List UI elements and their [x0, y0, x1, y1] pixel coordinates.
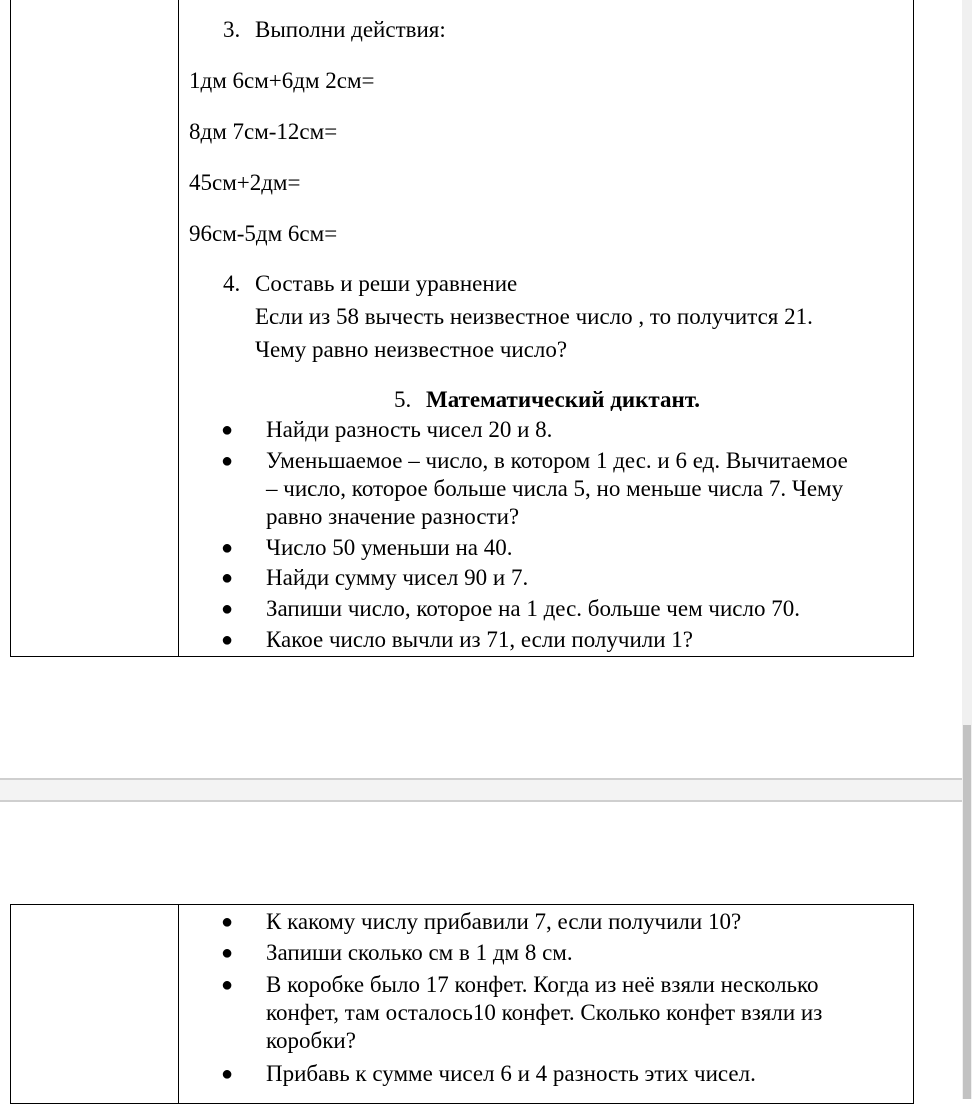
bullet-icon: ●: [221, 598, 234, 620]
lesson-table: [10, 0, 914, 657]
page-break: [0, 778, 962, 802]
bullet-icon: ●: [221, 567, 234, 589]
bullet-icon: ●: [221, 911, 234, 933]
task-4-number: 4.: [223, 271, 241, 296]
list-item-text: – число, которое больше числа 5, но меньше числа 7. Чему: [266, 476, 844, 501]
scrollbar-thumb[interactable]: [963, 725, 971, 1099]
expression-2: 8дм 7см-12см=: [189, 119, 338, 144]
task-4-title: Составь и реши уравнение: [255, 271, 518, 296]
expression-3: 45см+2дм=: [189, 170, 301, 195]
list-item-text: Найди разность чисел 20 и 8.: [266, 417, 553, 442]
task-4-text-line: Если из 58 вычесть неизвестное число , то получится 21.: [255, 304, 813, 329]
list-item-text: конфет, там осталось10 конфет. Сколько конфет взяли из: [266, 1000, 823, 1025]
task-5-number: 5.: [394, 387, 412, 412]
list-item-text: Уменьшаемое – число, в котором 1 дес. и 6 ед. Вычитаемое: [266, 448, 848, 473]
list-item-text: Запиши число, которое на 1 дес. больше чем число 70.: [266, 596, 800, 621]
list-item-text: коробки?: [266, 1028, 356, 1053]
table-right-cell: [179, 0, 913, 656]
list-item-text: Какое число вычли из 71, если получили 1?: [266, 627, 693, 652]
vertical-scrollbar[interactable]: [962, 0, 972, 1099]
expression-4: 96см-5дм 6см=: [189, 221, 338, 246]
bullet-icon: ●: [221, 450, 234, 472]
list-item-text: В коробке было 17 конфет. Когда из неё взяли несколько: [266, 972, 819, 997]
bullet-icon: ●: [221, 1063, 234, 1085]
list-item-text: Запиши сколько см в 1 дм 8 см.: [266, 940, 573, 965]
bullet-icon: ●: [221, 974, 234, 996]
task-3-number: 3.: [223, 17, 241, 42]
task-5-title: Математический диктант.: [426, 387, 701, 412]
list-item-text: Число 50 уменьши на 40.: [266, 535, 513, 560]
expression-1: 1дм 6см+6дм 2см=: [189, 68, 375, 93]
bullet-icon: ●: [221, 537, 234, 559]
table-left-cell: [11, 0, 179, 656]
list-item-text: равно значение разности?: [266, 504, 520, 529]
bullet-icon: ●: [221, 419, 234, 441]
list-item-text: Найди сумму чисел 90 и 7.: [266, 565, 529, 590]
list-item-text: К какому числу прибавили 7, если получили 10?: [266, 909, 742, 934]
document-page-2: [0, 802, 960, 1099]
table-right-cell: [179, 905, 913, 1103]
bullet-icon: ●: [221, 629, 234, 651]
task-4-text-line: Чему равно неизвестное число?: [255, 337, 568, 362]
lesson-table-continued: [10, 904, 914, 1104]
list-item-text: Прибавь к сумме чисел 6 и 4 разность этих чисел.: [266, 1061, 756, 1086]
task-3-title: Выполни действия:: [255, 17, 446, 42]
bullet-icon: ●: [221, 942, 234, 964]
table-left-cell: [11, 905, 179, 1103]
